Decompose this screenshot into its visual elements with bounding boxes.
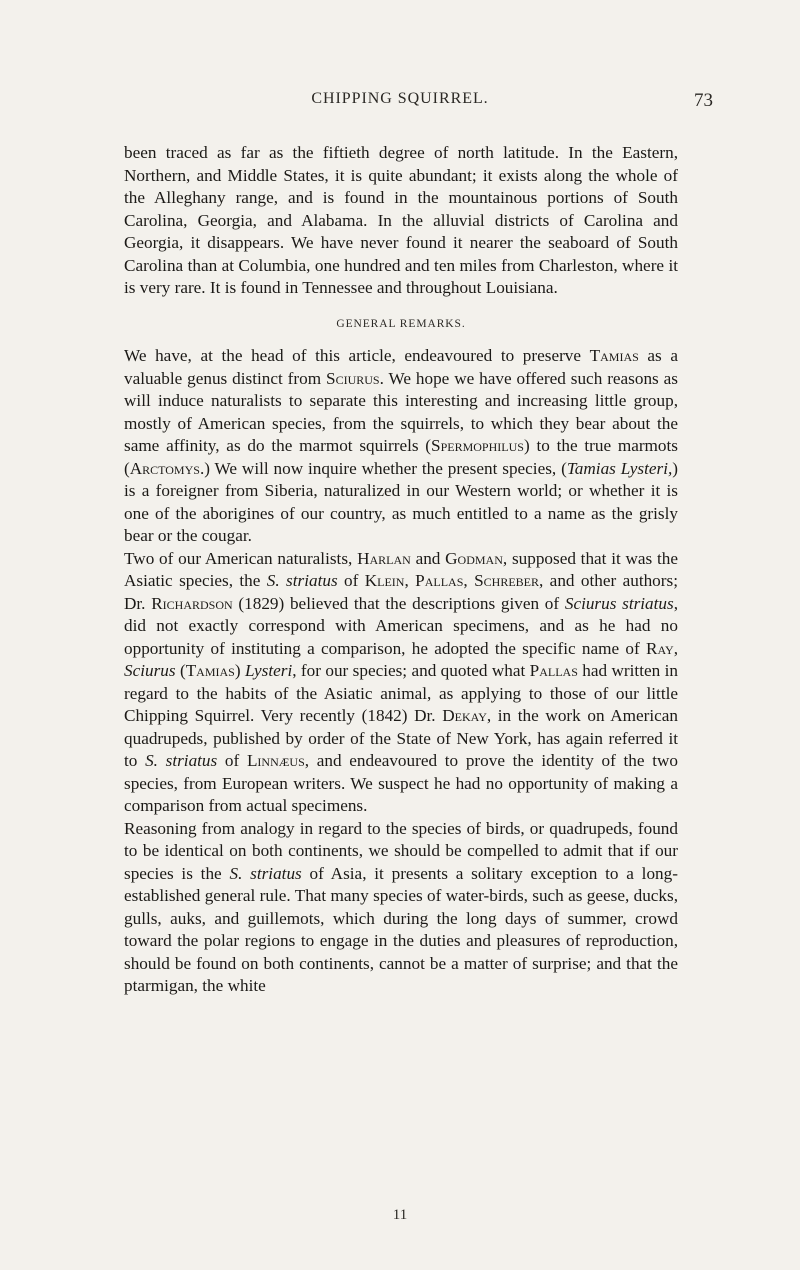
- species-name: Sciurus striatus: [564, 593, 674, 613]
- author-name: Richardson: [151, 593, 233, 613]
- body-text: [124, 142, 678, 998]
- species-name: S. striatus: [145, 751, 218, 770]
- paragraph-analogy: Reasoning from analogy in regard to the species of birds, or quadrupeds, found to be identical on both continents, we should be compelled to admit that if our species is the S. striatus of Asia, it presents a solitary exception to a long-established general rule. That many species of water-birds, such as geese, ducks, gulls, auks, and guillemots, which during the long days of summer, crowd toward the polar regions to engage in the duties and pleasures of reproduction, should be found on both continents, cannot be a matter of surprise; and that the ptarmigan, the white: [124, 818, 678, 995]
- author-name: Linnæus: [246, 751, 305, 770]
- author-name: Pallas: [529, 661, 578, 680]
- genus-name: Spermophilus: [431, 436, 524, 455]
- species-name: S. striatus: [266, 571, 338, 590]
- page-number: 73: [694, 90, 713, 111]
- author-name: Klein: [364, 571, 405, 590]
- species-name: Sciurus: [124, 661, 176, 680]
- species-name: Tamias Lysteri,: [566, 458, 673, 478]
- running-head: [0, 90, 800, 120]
- species-name: Lysteri: [244, 661, 293, 680]
- genus-name: Tamias: [589, 346, 639, 365]
- author-name: Pallas: [415, 571, 464, 590]
- genus-name: Tamias: [185, 661, 235, 680]
- genus-name: Sciurus: [326, 368, 380, 388]
- section-heading: GENERAL REMARKS.: [336, 317, 466, 330]
- author-name: Dekay: [442, 706, 487, 725]
- running-title: CHIPPING SQUIRREL.: [311, 90, 489, 107]
- paragraph-naturalists: Two of our American naturalists, Harlan and Godman, supposed that it was the Asiatic species, the S. striatus of Klein, Pallas, Schreber, and other authors; Dr. Richardson (1829) believed that the descriptions given of Sciurus striatus, did not exactly correspond with American specimens, and as he had no opportunity of instituting a comparison, he adopted the specific name of Ray, Sciurus (Tamias) Lysteri, for our species; and quoted what Pallas had written in regard to the habits of the Asiatic animal, as applying to those of our little Chipping Squirrel. Very recently (1842) Dr. Dekay, in the work on American quadrupeds, published by order of the State of New York, has again referred it to S. striatus of Linnæus, and endeavoured to prove the identity of the two species, from European writers. We suspect he had no opportunity of making a comparison from actual specimens.: [124, 548, 679, 815]
- author-name: Schreber: [474, 571, 539, 590]
- signature-mark: 11: [392, 1207, 408, 1223]
- species-name: S. striatus: [229, 863, 302, 883]
- author-name: Ray: [646, 638, 674, 658]
- paragraph-genus-remarks: We have, at the head of this article, endeavoured to preserve Tamias as a valuable genus distinct from Sciurus. We hope we have offered such reasons as will induce naturalists to separate this interesting and increasing little group, mostly of American species, from the squirrels, to which they bear about the same affinity, as do the marmot squirrels (Spermophilus) to the true marmots (Arctomys.) We will now inquire whether the present species, (Tamias Lysteri,) is a foreigner from Siberia, naturalized in our Western world; or whether it is one of the aborigines of our country, as much entitled to a name as the grisly bear or the cougar.: [124, 346, 679, 545]
- paragraph-distribution: been traced as far as the fiftieth degree of north latitude. In the Eastern, Northern, and Middle States, it is quite abundant; it exists along the whole of the Alleghany range, and is found in the mountainous portions of South Carolina, Georgia, and Alabama. In the alluvial districts of Carolina and Georgia, it disappears. We have never found it nearer the seaboard of South Carolina than at Columbia, one hundred and ten miles from Charleston, where it is very rare. It is found in Tennessee and throughout Louisiana.: [124, 143, 678, 297]
- author-name: Godman: [445, 548, 503, 568]
- author-name: Harlan: [357, 548, 411, 568]
- genus-name: Arctomys: [129, 458, 200, 478]
